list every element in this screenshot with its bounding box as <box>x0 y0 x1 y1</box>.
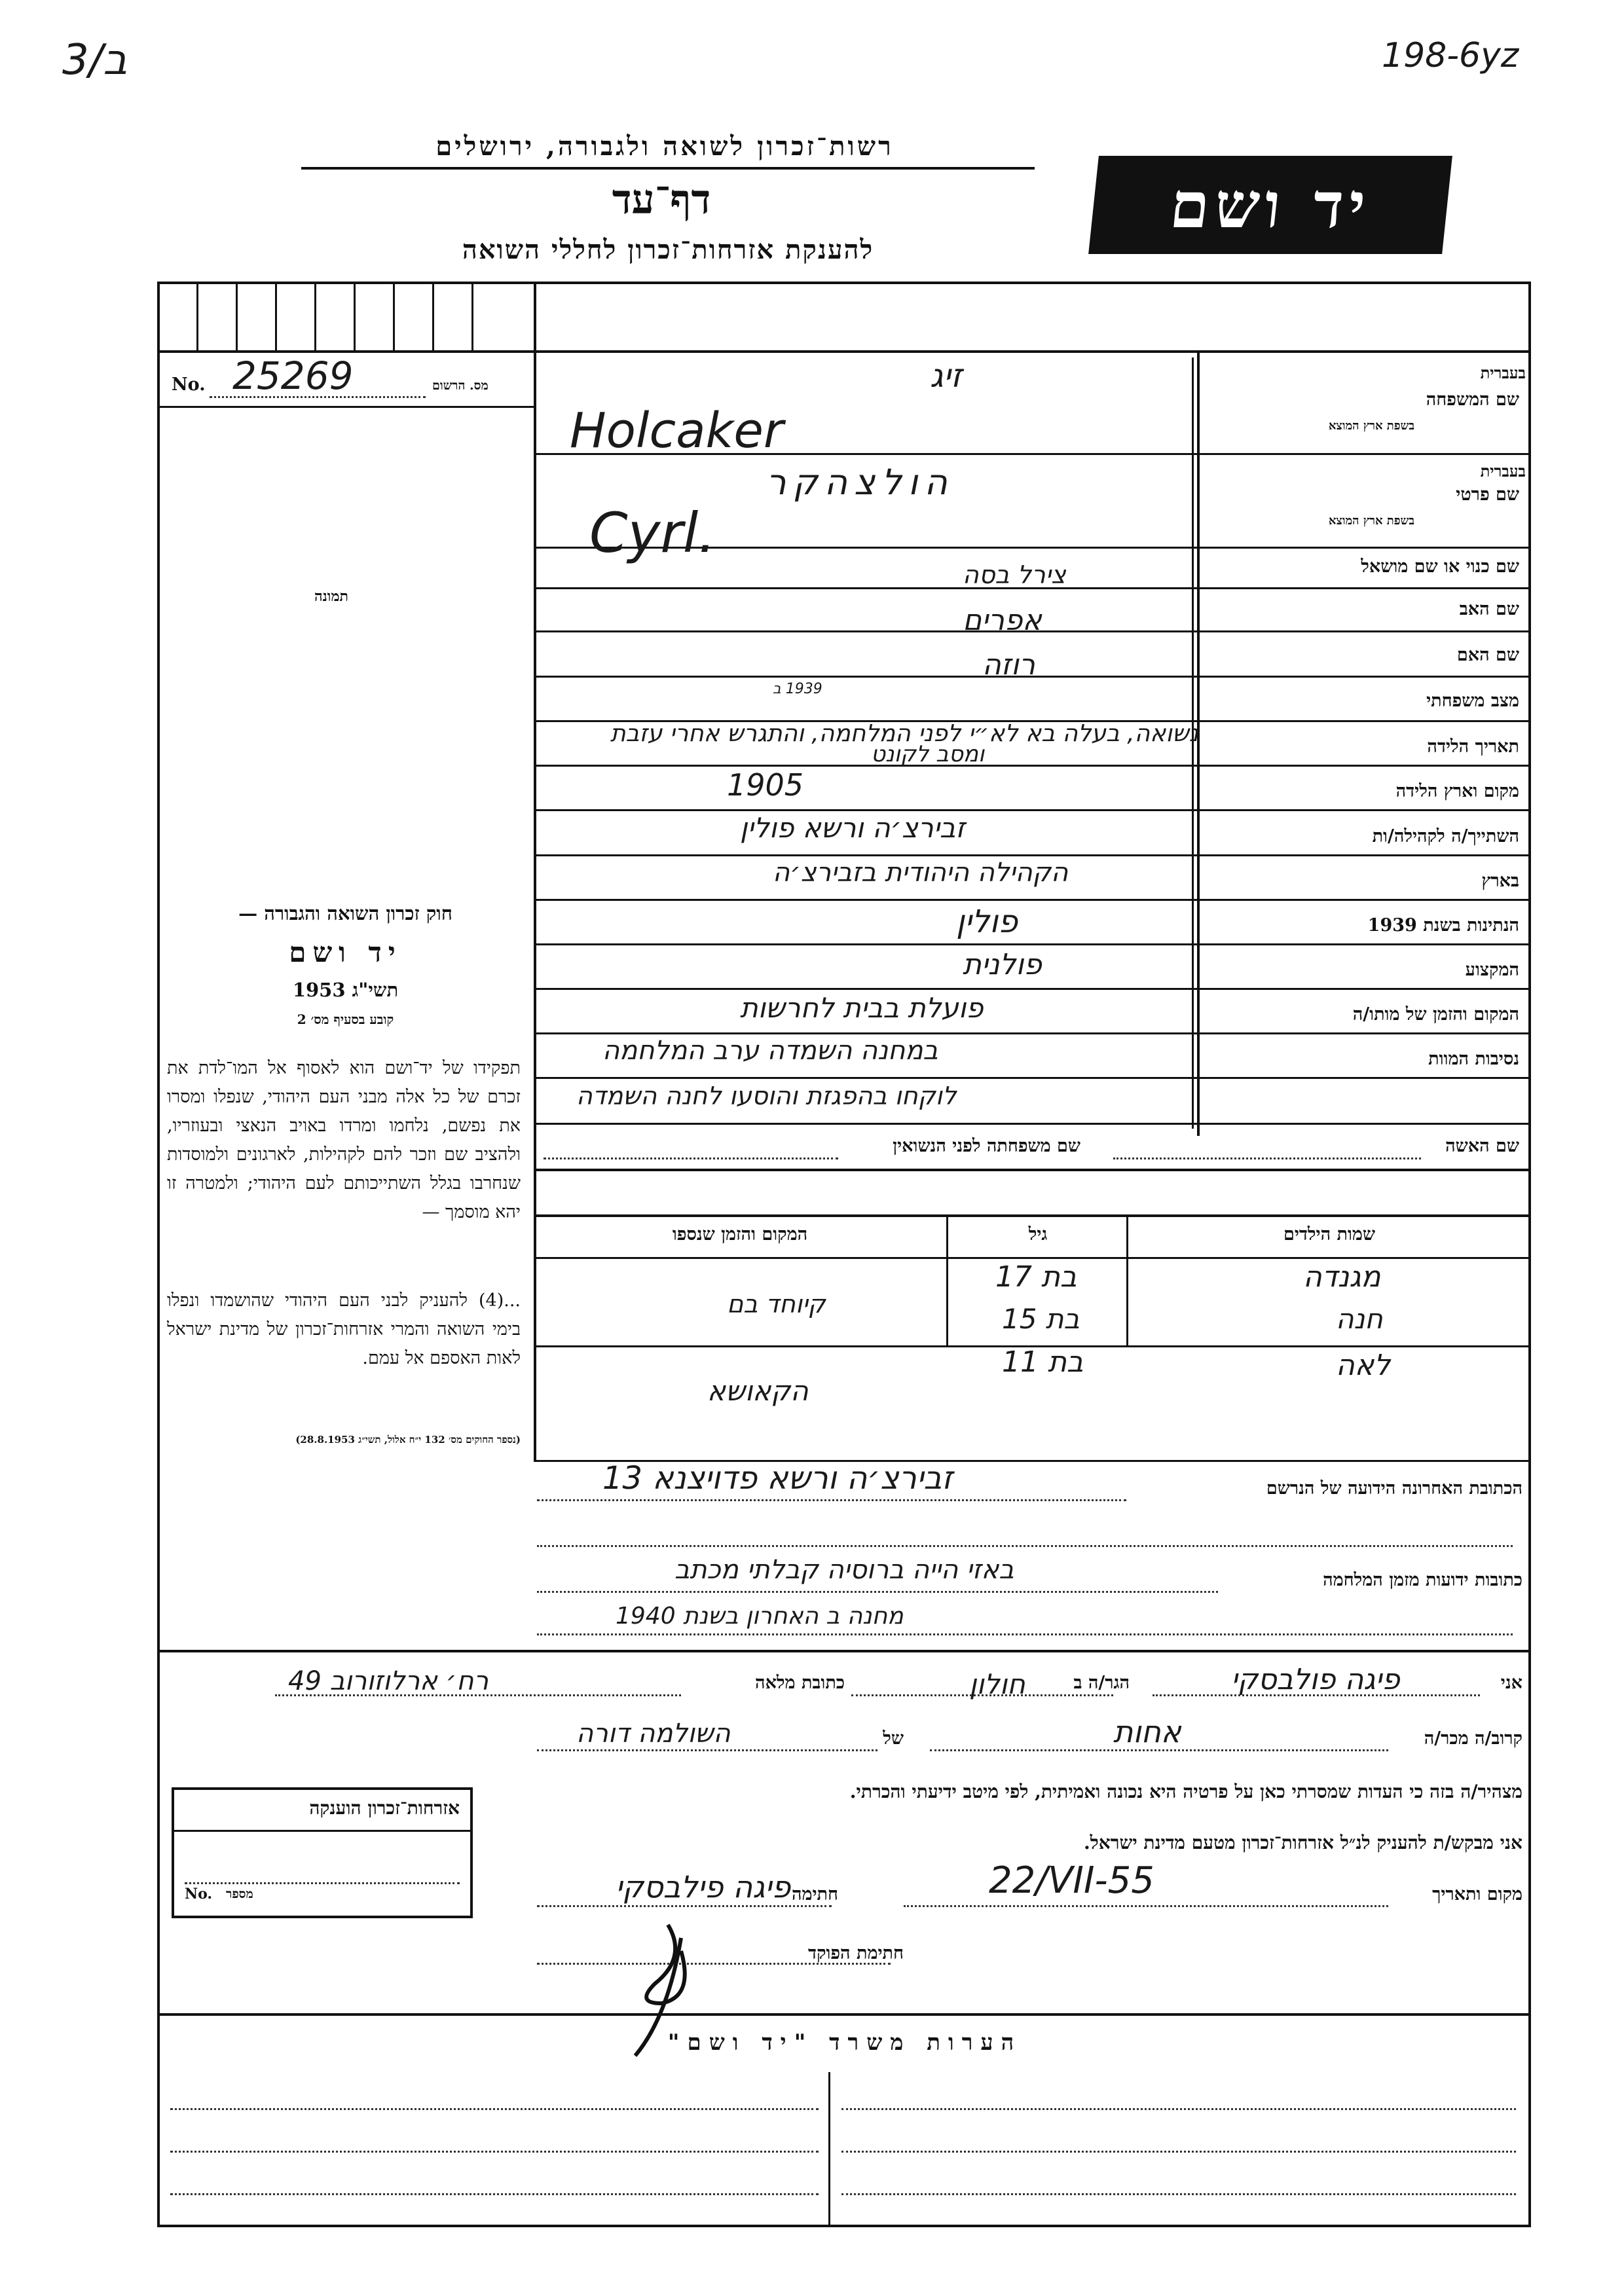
authority-underline <box>301 167 1035 170</box>
registration-no-label: No. <box>172 374 206 395</box>
declaration-text: מצהיר/ה בזה כי העדות שמסרתי כאן על פרטיה היא נכונה ואמיתית, לפי מיטב ידיעתי והכרתי. <box>849 1781 1522 1802</box>
label-officer-signature: חתימת הפוקד <box>808 1943 904 1963</box>
children-header-place-time: המקום והזמן שנספו <box>672 1224 808 1245</box>
child-1-name: מגנדה <box>1303 1260 1381 1294</box>
child-1-age: בת 17 <box>995 1260 1077 1294</box>
value-death-place-time: במחנה השמדה ערב המלחמה <box>602 1036 938 1066</box>
citizenship-box-mispar: מספר <box>226 1887 253 1901</box>
child-2-name: חנה <box>1336 1303 1383 1335</box>
value-declarant-city: חולון <box>969 1668 1025 1700</box>
value-father-name: אפרים <box>963 604 1042 637</box>
label-citizenship-1939: הנתינות בשנת 1939 <box>1367 915 1519 936</box>
law-title: חוק זכרון השואה והגבורה — <box>238 902 452 924</box>
logo-text: יד ושם <box>1166 168 1375 242</box>
value-nickname: צירל בסה <box>963 560 1066 589</box>
value-birth-place: זבירצ׳ה ורשא פולין <box>740 812 965 844</box>
value-birth-date: 1905 <box>727 767 804 803</box>
label-relative: קרוב/ה מכר/ה <box>1424 1728 1522 1749</box>
label-war-addresses: כתובות ידועות מזמן המלחמה <box>1323 1570 1522 1590</box>
children-header-age: גיל <box>1028 1224 1048 1245</box>
label-declarant-ani: אני <box>1500 1673 1522 1693</box>
law-name: יד ושם <box>289 936 402 968</box>
label-death-place-time: המקום והזמן של מותו/ה <box>1352 1004 1519 1025</box>
label-wife-name: שם האשה <box>1445 1136 1519 1156</box>
value-country: פולין <box>956 903 1018 940</box>
citizenship-box-no: No. <box>185 1886 213 1903</box>
label-family-name-origin: בשפת ארץ המוצא <box>1328 419 1414 433</box>
label-declarant-address: כתובת מלאה <box>755 1673 845 1693</box>
child-2-age: בת 15 <box>1002 1303 1080 1335</box>
label-wife-maiden-name: שם משפחתה לפני הנשואין <box>893 1136 1080 1156</box>
label-family-name-hebrew: בעברית <box>1480 363 1526 382</box>
citizenship-box-title: אזרחות־זכרון הוענקה <box>309 1797 460 1819</box>
form-subtitle: להענקת אזרחות־זכרון לחללי השואה <box>462 234 874 265</box>
authority-line: רשות־זכרון לשואה ולגבורה, ירושלים <box>435 131 894 162</box>
form-frame <box>157 282 1531 2227</box>
label-marital-status: מצב משפחתי <box>1426 691 1519 711</box>
value-occupation: פועלת בבית לחרשות <box>740 992 984 1024</box>
value-declarant-address: רח׳ ארלוזורוב 49 <box>288 1666 489 1696</box>
label-occupation: המקצוע <box>1465 960 1519 980</box>
corner-mark-right: 198-6yz <box>1382 36 1519 75</box>
value-family-name-hebrew: זיג <box>930 357 963 395</box>
corner-mark-left: 3/ב <box>62 36 128 84</box>
remarks-title: הערות משרד "יד ושם" <box>667 2030 1022 2056</box>
label-mother-name: שם האם <box>1456 645 1519 665</box>
value-family-name-origin: Holcaker <box>570 403 784 459</box>
photo-label: תמונה <box>314 588 348 605</box>
registration-he-label: מס. הרשום <box>432 378 489 393</box>
value-first-name-origin: Cyrl. <box>589 501 716 565</box>
law-text: תפקידו של יד־ושם הוא לאסוף אל המו־לדת את זכרם של כל אלה מבני העם היהודי, שנפלו ומסרו את נפשם, נלחמו ומרדו באויב הנאצי ובעוזריו, ולהציב שם וזכר להם לקהילות, לארגונים ולמוסדות שנחרבו בגלל השתייכותם לעם היהודי; ולמטרה זו יהא מוסמך — <box>167 1058 521 1222</box>
child-3-age: בת 11 <box>1002 1345 1084 1379</box>
registration-number: 25269 <box>232 354 354 398</box>
law-section: קובע בסעיף מס׳ 2 <box>297 1011 394 1027</box>
law-year: תשי"ג 1953 <box>292 979 399 1001</box>
label-first-name-hebrew: בעברית <box>1480 462 1526 481</box>
label-first-name: שם פרטי <box>1456 484 1519 505</box>
label-country: בארץ <box>1481 871 1519 891</box>
children-header-names: שמות הילדים <box>1283 1224 1376 1245</box>
label-first-name-origin: בשפת ארץ המוצא <box>1328 514 1414 528</box>
value-community: הקהילה היהודית בזבירצ׳ה <box>773 858 1069 888</box>
value-war-addresses: באזי הייה ברוסיה קבלתי מכתב <box>674 1555 1014 1585</box>
label-birth-date: תאריך הלידה <box>1427 737 1519 757</box>
label-death-circumstances: נסיבות המוות <box>1428 1049 1519 1069</box>
value-last-address: זבירצ׳ה ורשא פדויצנא 13 <box>602 1460 953 1497</box>
label-nickname: שם כנוי או שם מושאל <box>1361 556 1519 577</box>
value-relation: אחות <box>1113 1714 1181 1749</box>
value-mother-name: רוזה <box>982 648 1035 682</box>
request-text: אני מבקש/ת להעניק לנ״ל אזרחות־זכרון מטעם מדינת ישראל. <box>1083 1832 1522 1853</box>
label-father-name: שם האב <box>1459 599 1519 619</box>
value-birth-date-note: ומסב לקונט <box>871 741 985 767</box>
label-of: של <box>883 1728 904 1749</box>
value-declarant-name: פיגה פולבסקי <box>1231 1663 1400 1696</box>
label-signature: חתימה <box>791 1884 838 1904</box>
value-marital-status-note: 1939 ב <box>773 681 822 697</box>
value-first-name-hebrew: הולצהקר <box>766 462 954 503</box>
label-community: השתייך/ה לקהילה/ות <box>1372 826 1519 847</box>
law-footnote: (נספר החוקים מס׳ 132 י״ח אלול, תשי״ג 28.8.1953) <box>295 1434 521 1446</box>
child-3-place-time: הקאושא <box>707 1375 809 1407</box>
label-place-date: מקום ותאריך <box>1432 1884 1522 1904</box>
value-citizenship-1939: פולנית <box>963 948 1042 981</box>
value-signature: פיגה פילבסקי <box>616 1869 791 1904</box>
child-3-name: לאה <box>1336 1349 1391 1382</box>
label-birth-place: מקום וארץ הלידה <box>1395 781 1519 801</box>
value-death-circumstances: לוקחו בהפגזת והוסעו לחנה השמדה <box>576 1082 957 1110</box>
label-family-name: שם המשפחה <box>1426 390 1519 410</box>
label-last-address: הכתובת האחרונה הידועה של הנרשם <box>1266 1478 1522 1499</box>
yad-vashem-logo <box>1088 156 1452 254</box>
label-declarant-resides: הגר/ה ב <box>1073 1673 1130 1693</box>
value-date: 22/VII-55 <box>989 1859 1154 1902</box>
law-text-clause: ...(4) להעניק לבני העם היהודי שהושמדו ונפלו בימי השואה והמרי אזרחות־זכרון של מדינת ישראל לאות האספם אל עמם. <box>167 1290 521 1368</box>
child-1-place-time: קיוחד בם <box>727 1290 826 1319</box>
value-marital-status: נשואה, בעלה בא לא״י לפני המלחמה, והתגרש אחרי עזבת <box>610 720 1198 747</box>
form-title: דף־עד <box>612 175 711 223</box>
value-war-addresses-2: מחנה ב האחרון בשנת 1940 <box>616 1603 904 1630</box>
value-relative-name: השולמה דורה <box>576 1719 731 1749</box>
